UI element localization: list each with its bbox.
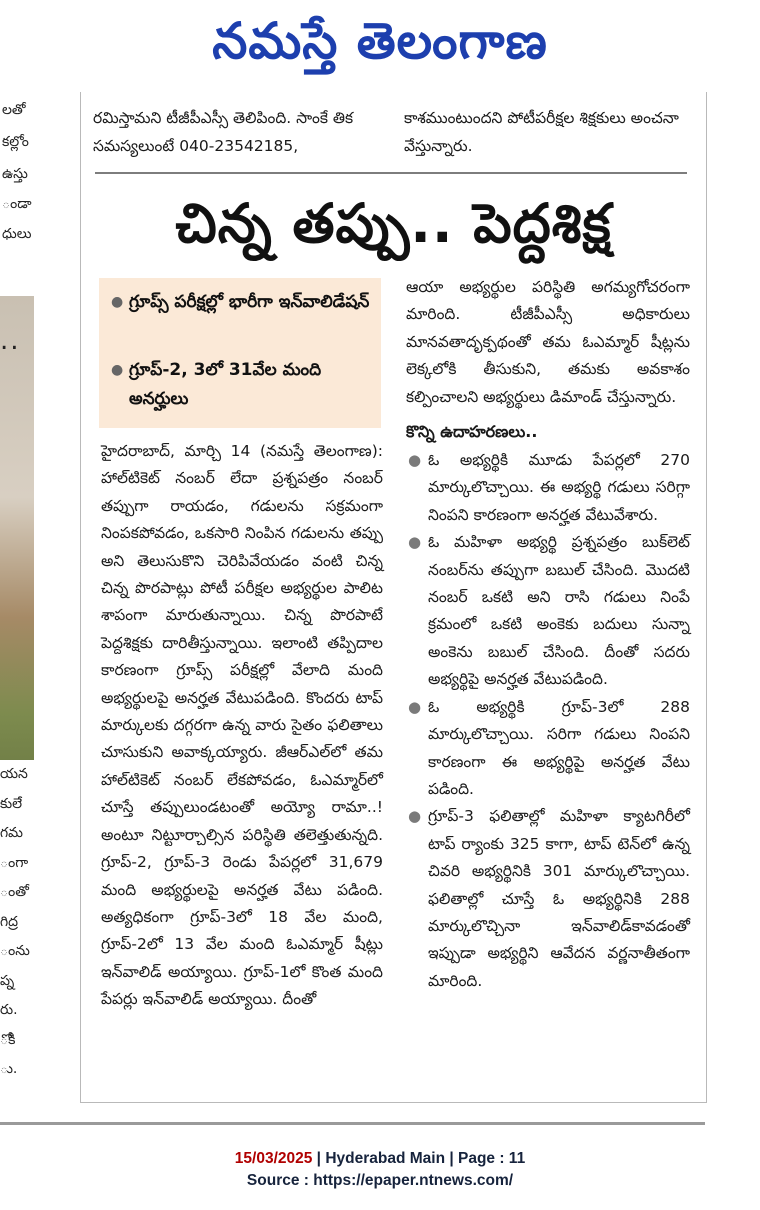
- strip-fragment: గిద్ర: [0, 913, 19, 930]
- strip-fragment: రు.: [0, 1002, 18, 1018]
- highlight-text: గ్రూప్-2, 3లో 31వేల మంది అనర్హులు: [129, 360, 322, 409]
- source-link[interactable]: Source : https://epaper.ntnews.com/: [246, 1172, 514, 1189]
- strip-fragment: ంను: [0, 943, 30, 959]
- strip-fragment: కల్లోం: [2, 134, 29, 150]
- strip-fragment: ధులు: [2, 226, 32, 242]
- example-text: ఓ అభ్యర్థికి గ్రూప్-3లో 288 మార్కులొచ్చాయి. సరిగా గడులు నింపని కారణంగా ఈ అభ్యర్థిపై అనర్హత వేటు పడింది.: [428, 697, 690, 798]
- article-body-left: హైదరాబాద్, మార్చి 14 (నమస్తే తెలంగాణ): హాల్‌టికెట్ నంబర్ లేదా ప్రశ్నపత్రం నంబర్ తప్పుగా రాయడం, గడులను సక్రమంగా నింపకపోవడం, ఒకసారి నింపిన గడులను తప్పు అని తెలుసుకొని చెరిపివేయడం వంటి చిన్న చిన్న పొరపాట్లు పోటీ పరీక్షల అభ్యర్థుల పాలిట శాపంగా మారుతున్నాయి. చిన్న పొరపాటే పెద్దశిక్షకు దారితీస్తున్నాయి. ఇలాంటి తప్పిదాల కారణంగా గ్రూప్స్ పరీక్షల్లో వేలాది మంది అభ్యర్థులపై అనర్హత వేటుపడింది. కొందరు టాప్ మార్కులకు దగ్గరగా ఉన్న వారు సైతం ఫలితాలు చూసుకుని అవాక్కయ్యారు. జీఆర్‌ఎల్‌లో తమ హాల్‌టికెట్ నంబర్ లేకపోవడం, ఓఎమ్మార్‌లో చూస్తే తప్పులుండటంతో అయ్యో రామా..! అంటూ నిట్టూర్చాల్సిన పరిస్థితి తలెత్తుతున్నది. గ్రూప్-2, గ్రూప్-3 రెండు పేపర్లలో 31,679 మంది అభ్యర్థులపై అనర్హత వేటు పడింది. అత్యధికంగా గ్రూప్-3లో 18 వేల మంది, గ్రూప్-2లో 13 వేల మంది ఓఎమ్మార్ షీట్లు ఇన్‌వాలిడ్ అయ్యాయి. గ్రూప్-1లో కొంత మంది పేపర్లు ఇన్‌వాలిడ్ అయ్యాయి. దీంతో: [101, 442, 383, 1009]
- masthead-logo: నమస్తే తెలంగాణ: [212, 12, 548, 70]
- examples-heading: కొన్ని ఉదాహరణలు..: [406, 422, 538, 442]
- example-text: ఓ అభ్యర్థికి మూడు పేపర్లలో 270 మార్కులొచ్చాయి. ఈ అభ్యర్థి గడులు సరిగ్గా నింపని కారణంగా అనర్హత వేటువేశారు.: [428, 451, 690, 524]
- examples-list: [406, 447, 690, 995]
- strip-bottom-text: [0, 760, 34, 1101]
- strip-fragment: ఉస్తు: [2, 166, 28, 182]
- bullet-icon: ●: [408, 451, 422, 470]
- list-item: [406, 694, 690, 804]
- strip-fragment: యన: [0, 766, 28, 782]
- previous-story-col2: కాశముంటుందని పోటీపరీక్షల శిక్షకులు అంచనా వేస్తున్నారు.: [404, 109, 679, 155]
- strip-fragment: కులేే: [0, 795, 23, 812]
- bullet-icon: ●: [111, 294, 124, 310]
- article-headline: చిన్న తప్పు.. పెద్దశిక్ష: [175, 192, 612, 255]
- highlight-item: [113, 356, 375, 414]
- highlight-item: [113, 288, 375, 317]
- strip-fragment: లతో: [2, 102, 26, 118]
- divider: [95, 172, 687, 174]
- list-item: [406, 447, 690, 529]
- strip-fragment: ంగా: [0, 854, 29, 871]
- strip-fragment: ండా: [2, 196, 32, 212]
- list-item: [406, 529, 690, 693]
- previous-story-col1: రమిస్తామని టీజీపీఎస్సీ తెలిపింది. సాంకే తిక సమస్యలుంటే 040-23542185,: [93, 109, 354, 155]
- list-item: [406, 803, 690, 995]
- example-text: ఓ మహిళా అభ్యర్థి ప్రశ్నపత్రం బుక్‌లెట్ నంబర్‌ను తప్పుగా బబుల్ చేసింది. మొదటి నంబర్ ఒకటి అని రాసి గడులు నింపే క్రమంలో ఒకటి అంకెకు బదులు సున్నా అంకెను బబుల్ చేసింది. దీంతో సదరు అభ్యర్థిపై అనర్హత వేటుపడింది.: [428, 533, 690, 689]
- highlight-text: గ్రూప్స్ పరీక్షల్లో భారీగా ఇన్‌వాలిడేషన్: [129, 292, 370, 312]
- strip-fragment: ోకి: [0, 1031, 16, 1048]
- bullet-icon: ●: [408, 533, 422, 552]
- bullet-icon: ●: [408, 807, 422, 826]
- strip-fragment: ు.: [0, 1061, 18, 1077]
- page-footer: [0, 1148, 760, 1192]
- article-body-right: [406, 274, 690, 995]
- strip-marker: ..: [0, 326, 21, 356]
- example-text: గ్రూప్-3 ఫలితాల్లో మహిళా క్యాటగిరీలో టాప్ ర్యాంకు 325 కాగా, టాప్ టెన్‌లో ఉన్న చివరి అభ్యర్థినికి 301 మార్కులొచ్చాయి. ఫలితాల్లో చూస్తే ఓ అభ్యర్థినికి 288 మార్కులొచ్చినా ఇన్‌వాలిడ్‌కావడంతో ఇప్పుడా అభ్యర్థిని ఆవేదన వర్ణనాతీతంగా మారింది.: [428, 807, 690, 990]
- strip-fragment: గమ: [0, 825, 23, 841]
- publication-date: 15/03/2025: [234, 1150, 313, 1167]
- highlights-box: [99, 278, 381, 428]
- bullet-icon: ●: [408, 697, 422, 716]
- news-article: [80, 92, 707, 1103]
- edition-info: | Hyderabad Main | Page : 11: [316, 1150, 526, 1167]
- adjacent-photo: [0, 296, 34, 1101]
- bullet-icon: ●: [111, 362, 124, 378]
- body-right-intro: ఆయా అభ్యర్థుల పరిస్థితి అగమ్యగోచరంగా మారింది. టీజీపీఎస్సీ అధికారులు మానవతాదృక్పథంతో తమ ఓఎమ్మార్ షీట్లను లెక్కలోకి తీసుకుని, తమకు అవకాశం కల్పించాలని అభ్యర్థులు డిమాండ్ చేస్తున్నారు.: [406, 278, 690, 406]
- footer-divider: [0, 1122, 705, 1125]
- strip-fragment: ప్న: [0, 972, 15, 989]
- footer-line: [0, 1148, 760, 1170]
- strip-fragment: ంతో: [0, 884, 29, 900]
